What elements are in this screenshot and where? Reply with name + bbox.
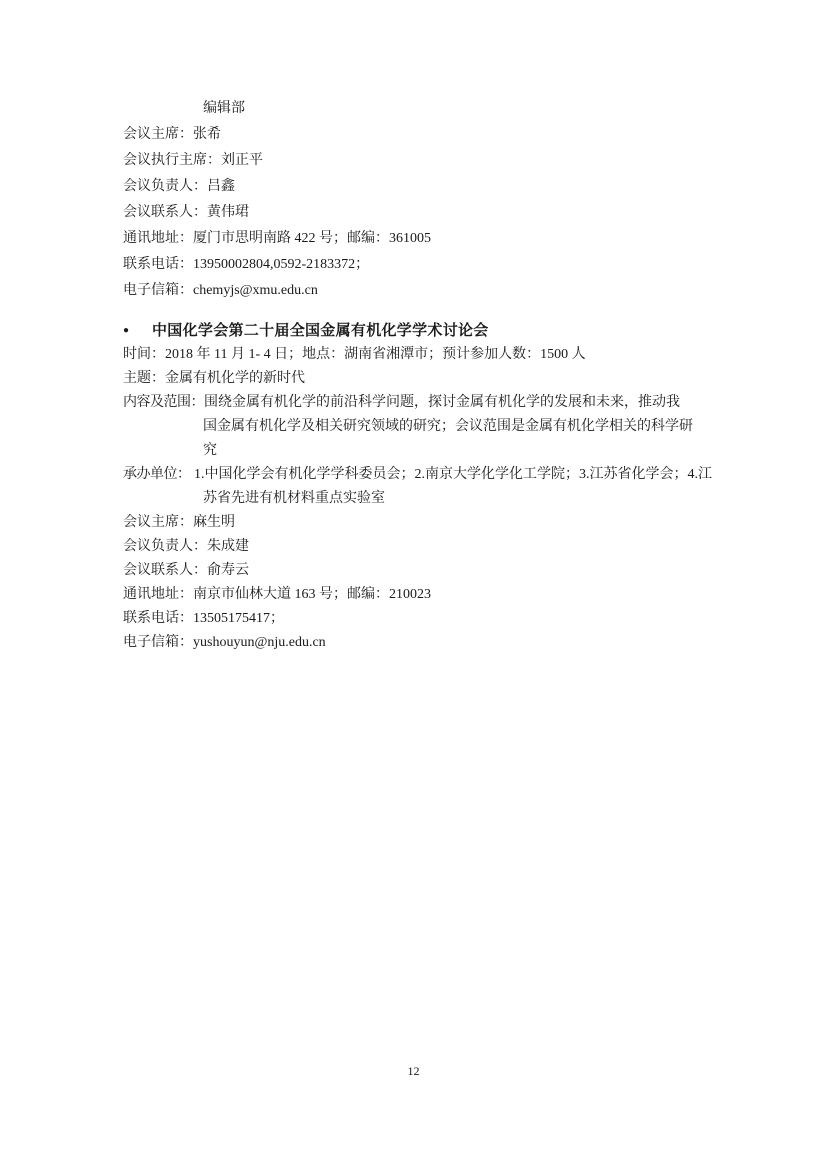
entry-title: 中国化学会第二十届全国金属有机化学学术讨论会 [152, 322, 489, 339]
scope-text-line-2: 国金属有机化学及相关研究领域的研究；会议范围是金属有机化学相关的科学研 [203, 419, 693, 434]
topic-line: 主题：金属有机化学的新时代 [123, 371, 305, 386]
organizer-person-line: 会议负责人：吕鑫 [123, 179, 235, 194]
scope-text-line-3: 究 [203, 443, 217, 458]
contact-person-line: 会议联系人：俞寿云 [123, 563, 249, 578]
phone-line: 联系电话：13505175417； [123, 611, 284, 626]
organizers-paragraph [123, 463, 713, 511]
previous-entry-tail [123, 96, 713, 304]
organizers-first-line [123, 463, 713, 487]
organizers-text-line-2: 苏省先进有机材料重点实验室 [203, 491, 385, 506]
wrapped-continuation-line: 编辑部 [203, 101, 245, 116]
entry-title-row [123, 319, 713, 343]
chair-line: 会议主席：麻生明 [123, 515, 235, 530]
page-content [123, 96, 713, 655]
bullet-icon: ● [123, 325, 130, 336]
organizers-label: 承办单位： [123, 467, 191, 482]
email-line: 电子信箱：yushouyun@nju.edu.cn [123, 635, 326, 650]
scope-text-line-1: 围绕金属有机化学的前沿科学问题，探讨金属有机化学的发展和未来，推动我 [204, 395, 680, 410]
mailing-address-line: 通讯地址：厦门市思明南路 422 号；邮编：361005 [123, 231, 431, 246]
contact-person-line: 会议联系人：黄伟珺 [123, 205, 249, 220]
page-number: 12 [407, 1064, 420, 1078]
schedule-line: 时间：2018 年 11 月 1- 4 日；地点：湖南省湘潭市；预计参加人数：1500 人 [123, 347, 586, 362]
executive-chair-line: 会议执行主席：刘正平 [123, 153, 263, 168]
email-line: 电子信箱：chemyjs@xmu.edu.cn [123, 283, 318, 298]
conference-entry [123, 319, 713, 655]
phone-line: 联系电话：13950002804,0592-2183372； [123, 257, 370, 272]
scope-first-line [123, 391, 713, 415]
organizer-person-line: 会议负责人：朱成建 [123, 539, 249, 554]
chair-line: 会议主席：张希 [123, 127, 221, 142]
organizers-text-line-1: 1.中国化学会有机化学学科委员会；2.南京大学化学化工学院；3.江苏省化学会；4.江 [194, 467, 712, 482]
scope-label: 内容及范围： [123, 395, 204, 410]
mailing-address-line: 通讯地址：南京市仙林大道 163 号；邮编：210023 [123, 587, 431, 602]
scope-paragraph [123, 391, 713, 463]
